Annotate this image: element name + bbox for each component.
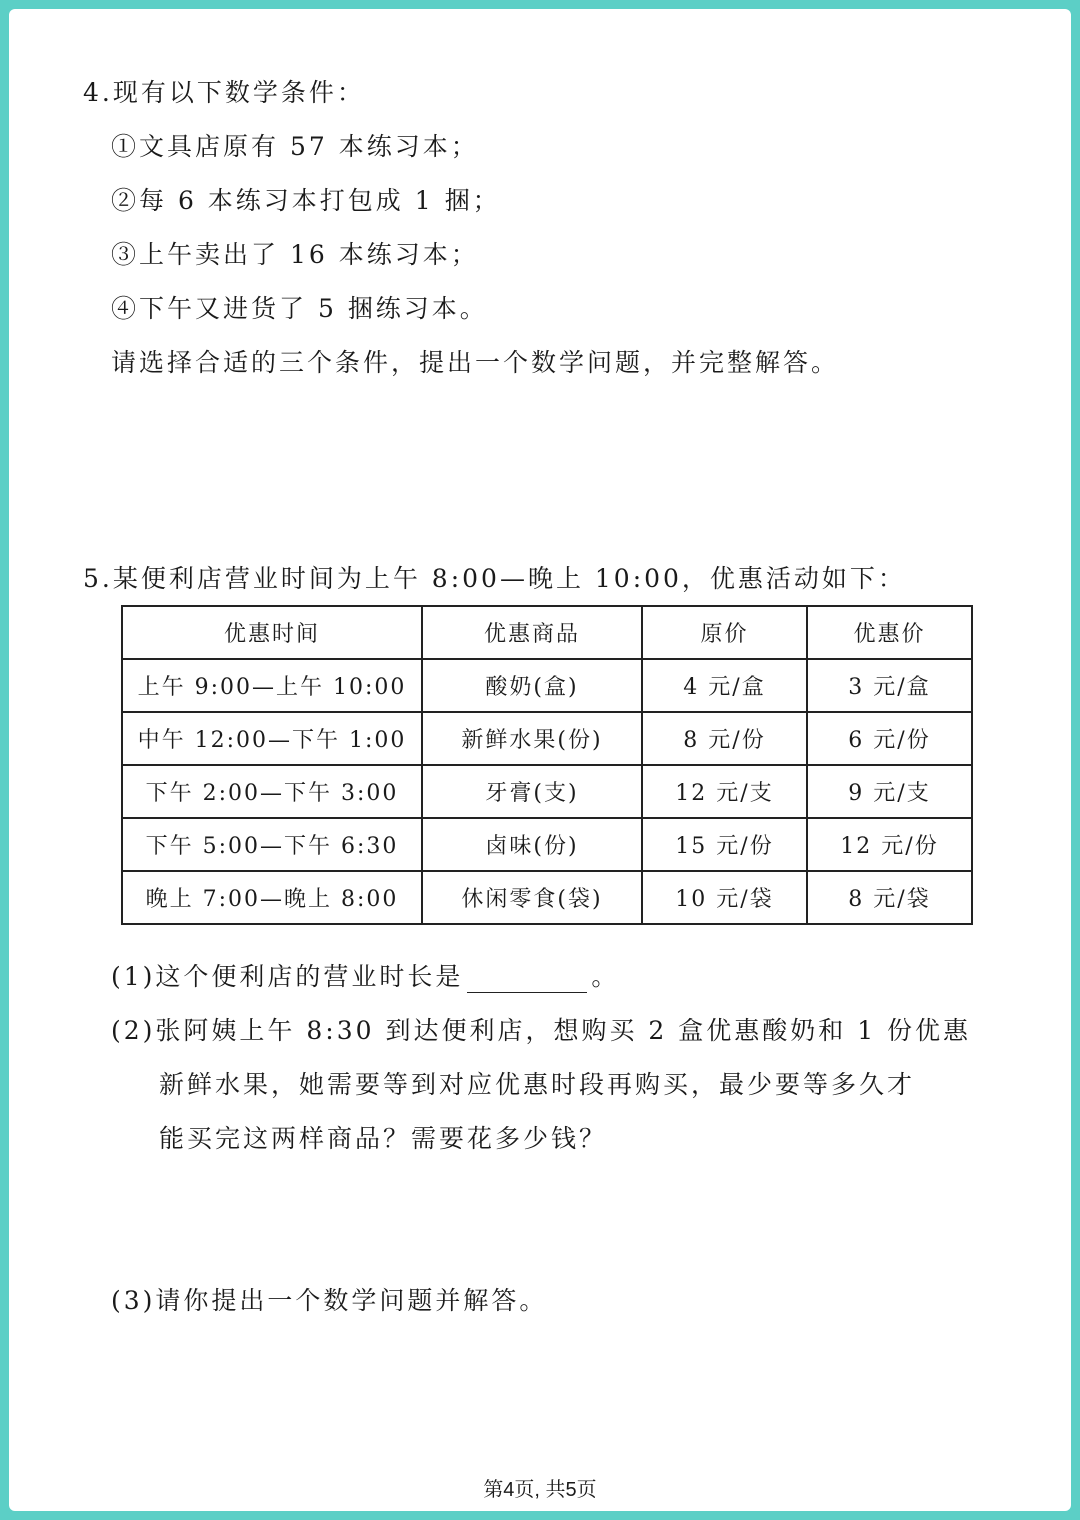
table-cell: 12 元/支	[642, 765, 807, 818]
table-cell: 中午 12:00—下午 1:00	[122, 712, 422, 765]
table-cell: 休闲零食(袋)	[422, 871, 642, 924]
q5-sub2-line-3: 能买完这两样商品？需要花多少钱？	[159, 1124, 608, 1153]
table-row	[122, 659, 972, 712]
answer-blank[interactable]	[467, 966, 587, 993]
header-cell: 优惠价	[807, 606, 972, 659]
q4-condition-4: ④下午又进货了 5 捆练习本。	[111, 294, 488, 323]
table-cell: 下午 2:00—下午 3:00	[122, 765, 422, 818]
table-header-row	[122, 606, 972, 659]
page-number: 第4页, 共5页	[483, 1479, 597, 1501]
q5-sub2-line-2: 新鲜水果，她需要等到对应优惠时段再购买，最少要等多久才	[159, 1070, 916, 1099]
q4-instruction: 请选择合适的三个条件，提出一个数学问题，并完整解答。	[111, 348, 840, 377]
table-cell: 6 元/份	[807, 712, 972, 765]
table-cell: 4 元/盒	[642, 659, 807, 712]
q4-condition-3: ③上午卖出了 16 本练习本；	[111, 240, 479, 269]
q4-condition-1: ①文具店原有 57 本练习本；	[111, 132, 479, 161]
table-cell: 新鲜水果(份)	[422, 712, 642, 765]
q5-heading: 5.某便利店营业时间为上午 8:00—晚上 10:00，优惠活动如下：	[83, 564, 906, 593]
table-cell: 8 元/份	[642, 712, 807, 765]
table-row	[122, 765, 972, 818]
table-cell: 9 元/支	[807, 765, 972, 818]
table-cell: 上午 9:00—上午 10:00	[122, 659, 422, 712]
header-cell: 优惠商品	[422, 606, 642, 659]
table-cell: 牙膏(支)	[422, 765, 642, 818]
q4-condition-2: ②每 6 本练习本打包成 1 捆；	[111, 186, 501, 215]
q5-sub2-line-1: (2)张阿姨上午 8:30 到达便利店，想购买 2 盒优惠酸奶和 1 份优惠	[111, 1016, 972, 1045]
table-cell: 酸奶(盒)	[422, 659, 642, 712]
q4-heading: 4.现有以下数学条件：	[83, 78, 365, 107]
table-row	[122, 818, 972, 871]
table-cell: 3 元/盒	[807, 659, 972, 712]
q5-sub1	[111, 957, 619, 993]
q5-sub1-text: (1)这个便利店的营业时长是	[111, 962, 464, 991]
table-row	[122, 712, 972, 765]
header-cell: 优惠时间	[122, 606, 422, 659]
worksheet-page	[9, 9, 1071, 1511]
table-cell: 15 元/份	[642, 818, 807, 871]
table-cell: 卤味(份)	[422, 818, 642, 871]
q5-sub3: (3)请你提出一个数学问题并解答。	[111, 1286, 548, 1315]
table-cell: 晚上 7:00—晚上 8:00	[122, 871, 422, 924]
q5-sub1-end: 。	[591, 962, 620, 991]
table-cell: 8 元/袋	[807, 871, 972, 924]
table-cell: 12 元/份	[807, 818, 972, 871]
header-cell: 原价	[642, 606, 807, 659]
promo-table	[121, 605, 973, 925]
table-row	[122, 871, 972, 924]
table-cell: 下午 5:00—下午 6:30	[122, 818, 422, 871]
table-cell: 10 元/袋	[642, 871, 807, 924]
